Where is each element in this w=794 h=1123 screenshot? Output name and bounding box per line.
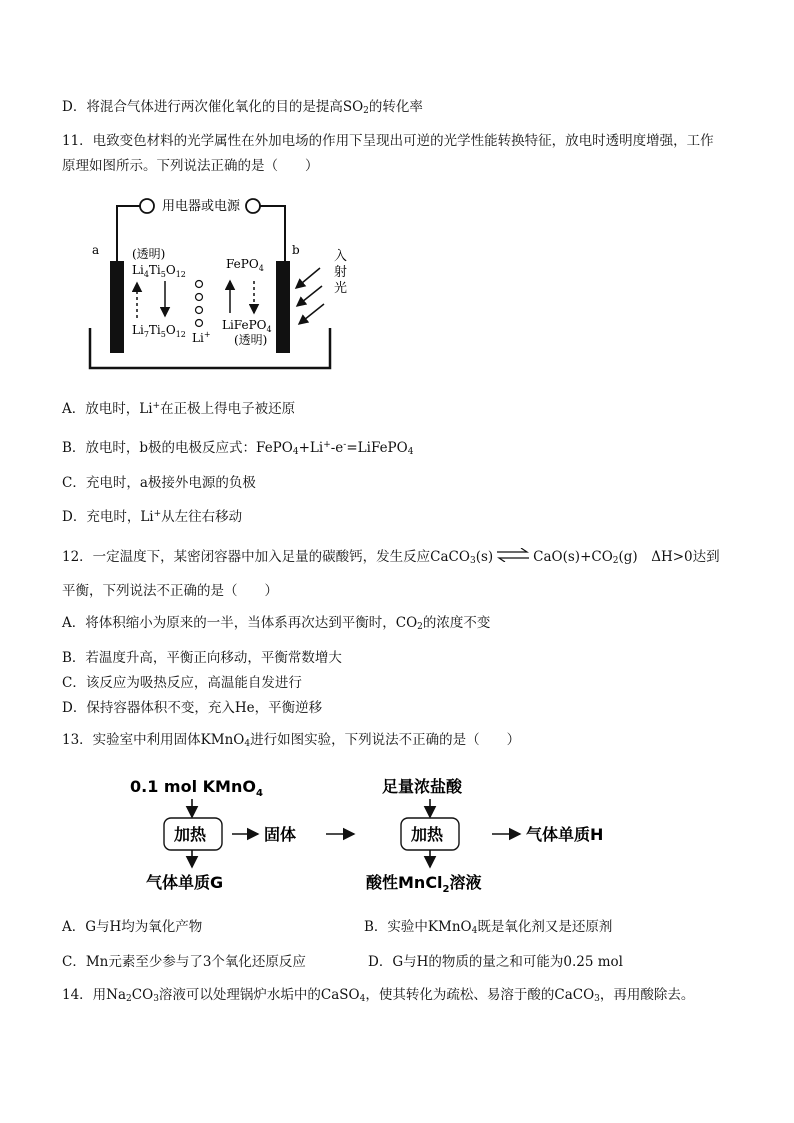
gas-h-label: 气体单质H bbox=[526, 825, 604, 844]
reagent-label: 足量浓盐酸 bbox=[382, 777, 463, 796]
q10-option-d bbox=[62, 97, 423, 117]
q11-option-b: B．放电时，b极的电极反应式：FePO$_4$+Li+-e-=LiFePO$_4$ bbox=[62, 440, 414, 457]
transparent-label-b: (透明) bbox=[234, 333, 268, 347]
flow-start-label: 0.1 mol KMnO$_4$ bbox=[130, 777, 263, 799]
electrode-a-label: a bbox=[92, 243, 100, 257]
heat-label-1: 加热 bbox=[174, 825, 207, 844]
li-ion-dot bbox=[196, 320, 203, 327]
q12-option-b: B．若温度升高，平衡正向移动，平衡常数增大 bbox=[62, 650, 342, 666]
fepo4-label: FePO$_4$ bbox=[226, 257, 264, 273]
q13-stem: 13．实验室中利用固体KMnO$_4$进行如图实验，下列说法不正确的是（ ） bbox=[62, 732, 521, 749]
li-ion-dot bbox=[196, 307, 203, 314]
q11-stem-line1: 11．电致变色材料的光学属性在外加电场的作用下呈现出可逆的光学性能转换特征，放电时透明度增强，工作 bbox=[62, 133, 714, 149]
q11-option-a: A．放电时，Li+在正极上得电子被还原 bbox=[62, 401, 296, 417]
gas-g-label: 气体单质G bbox=[146, 873, 224, 892]
light-label-1: 入 bbox=[334, 249, 348, 264]
q13-option-c: C．Mn元素至少参与了3个氧化还原反应 bbox=[62, 954, 306, 970]
q10-optd-sub: 2 bbox=[363, 106, 369, 116]
terminal-right-icon bbox=[246, 199, 260, 213]
q11-option-d: D．充电时，Li+从左往右移动 bbox=[62, 509, 243, 525]
q13-option-b: B．实验中KMnO$_4$既是氧化剂又是还原剂 bbox=[364, 919, 613, 936]
light-arrow bbox=[299, 304, 324, 324]
q10-optd-text: D．将混合气体进行两次催化氧化的目的是提高SO bbox=[62, 99, 364, 115]
q12-stem-line2: 平衡，下列说法不正确的是（ ） bbox=[62, 583, 278, 599]
electrode-b bbox=[276, 261, 290, 353]
q12-option-a: A．将体积缩小为原来的一半，当体系再次达到平衡时，$CO_2$的浓度不变 bbox=[62, 615, 491, 632]
light-label-3: 光 bbox=[334, 281, 348, 296]
electrode-a bbox=[110, 261, 124, 353]
device-label: 用电器或电源 bbox=[162, 199, 241, 214]
terminal-left-icon bbox=[140, 199, 154, 213]
transparent-label-a: (透明) bbox=[132, 247, 166, 261]
electrode-b-label: b bbox=[292, 243, 300, 257]
q12-option-c: C．该反应为吸热反应，高温能自发进行 bbox=[62, 675, 302, 691]
q12-stem-line1: 12．一定温度下，某密闭容器中加入足量的碳酸钙，发生反应CaCO$_3$(s) $CaO(s)+CO_2(g)$ ΔH>0达到 bbox=[62, 549, 720, 566]
q11-stem-line2: 原理如图所示。下列说法正确的是（ ） bbox=[62, 158, 319, 174]
q14-stem: 14．用$Na_2CO_3$溶液可以处理锅炉水垢中的CaSO$_4$，使其转化为疏松、易溶于酸的CaCO$_3$，再用酸除去。 bbox=[62, 987, 695, 1004]
q13-flow-diagram bbox=[120, 768, 640, 898]
li7ti5o12-label: $Li_7Ti_5O_{12}$ bbox=[132, 323, 186, 339]
q11-electrochromic-diagram bbox=[80, 188, 370, 378]
light-arrow bbox=[296, 268, 320, 288]
heat-label-2: 加热 bbox=[411, 825, 444, 844]
wire-right bbox=[260, 206, 285, 261]
lifepo4-label: LiFePO$_4$ bbox=[222, 318, 272, 334]
q12-option-d: D．保持容器体积不变，充入He，平衡逆移 bbox=[62, 700, 323, 716]
q13-option-a: A．G与H均为氧化产物 bbox=[62, 919, 203, 935]
q13-option-d: D．G与H的物质的量之和可能为0.25 mol bbox=[368, 954, 623, 970]
equilibrium-arrow-icon bbox=[495, 548, 531, 562]
solution-label: 酸性MnCl$_2$溶液 bbox=[366, 873, 482, 895]
light-arrow bbox=[297, 286, 322, 306]
light-label-2: 射 bbox=[334, 265, 348, 280]
li-ion-dot bbox=[196, 294, 203, 301]
q11-option-c: C．充电时，a极接外电源的负极 bbox=[62, 475, 256, 491]
li4ti5o12-label: $Li_4Ti_5O_{12}$ bbox=[132, 263, 186, 279]
li-ion-label: Li+ bbox=[192, 330, 211, 345]
solid-label: 固体 bbox=[264, 825, 297, 844]
li-ion-dot bbox=[196, 281, 203, 288]
q10-optd-text2: 的转化率 bbox=[368, 99, 423, 115]
